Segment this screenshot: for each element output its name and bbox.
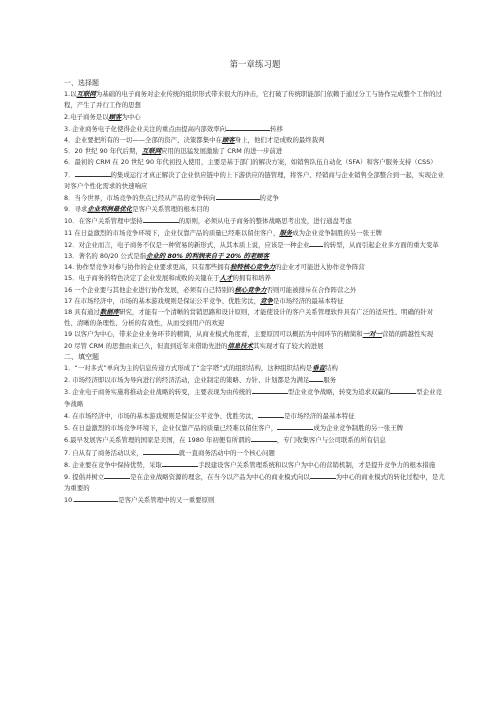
question-14: 14. 协作型竞争对参与协作的企业要求更高，只有那些拥有独特核心竞争力的企业才可能进入协作竞争阵营 <box>64 263 365 272</box>
fill-question-6: 6.最早发展客户关系管理的国家是美国，在 1980 年初便有所谓的 ，专门收集客户与公司联系的所有信息 <box>64 436 386 445</box>
blank-line <box>258 410 284 418</box>
question-16: 16 一个企业要与其他企业进行协作发展，必须有自己特别的核心竞争力否则可能被排斥在合作阵营之外 <box>64 285 357 294</box>
fill-question-10: 10. 是客户关系管理中的又一重要原则 <box>64 496 215 505</box>
blank-line <box>251 434 277 442</box>
question-1: 1.以互联网为基础的电子商务对企业传统的组织形式带来很大的冲击，它打破了传统职能部门依赖于通过分工与协作完成整个工作的过程，产生了并行工作的思想 <box>64 90 442 110</box>
fill-question-4: 4. 在市场经济中，市场的基本游戏规则是保证公平竞争、优胜劣汰， 是市场经济的最基本特征 <box>64 411 355 420</box>
answer: 核心竞争力 <box>234 285 267 294</box>
question-2: 2.电子商务是以顾客为中心 <box>64 112 141 121</box>
question-12: 12．对企业而言，电子商务不仅是一种贸易的新形式，从其本质上说，应该是一种企业 的转型，从而引起企业多方面的重大变革 <box>64 240 439 249</box>
answer: 一对一 <box>362 330 382 339</box>
answer: 互联网 <box>76 90 96 99</box>
question-20: 20 尽管 CRM 的思想由来已久，但直到近年来借助先进的信息技术其实现才有了较大的进展 <box>64 341 324 350</box>
blank-line <box>162 459 198 467</box>
fill-question-9: 9. 提倡并树立 是在企业战略资源的理念，在当今以产品为中心的商业模式向以 为中心的商业模式的转化过程中，是尤为重要的 <box>64 472 445 493</box>
question-13: 13．著名的 80/20 公式是指企业的 80% 的利润来自于 20% 的老顾客 <box>64 252 270 261</box>
question-10: 10．在客户关系管理中坚持 的原则，必须从电子商务的整体战略思考出发，进行通盘考虑 <box>64 217 352 226</box>
blank-line <box>143 447 179 455</box>
answer: 竞争 <box>260 296 273 305</box>
answer: 服务 <box>279 228 293 237</box>
blank-line <box>216 192 260 200</box>
answer: 顾客 <box>221 136 235 145</box>
answer: 信息技术 <box>227 341 254 350</box>
blank-line <box>104 471 130 479</box>
answer: 垂直 <box>312 364 326 373</box>
fill-question-7: 7. 自从有了商务活动以来， 就一直商务活动中的一个核心问题 <box>64 448 275 457</box>
blank-line <box>309 374 323 382</box>
blank-line <box>75 169 111 177</box>
fill-question-2: 2. 市场经济即以市场为导向进行的经济活动，企业制定的策略、方针、计划都是为满足 服务 <box>64 376 337 385</box>
blank-line <box>143 215 179 223</box>
question-9: 9．寻求企业利润最优化是客户关系管理的根本目的 <box>64 205 210 214</box>
blank-line <box>277 422 313 430</box>
section-heading-fill: 二、填空题 <box>64 352 99 361</box>
blank-line <box>310 471 336 479</box>
question-19: 19 以客户为中心，带来企业业务环节的精简，从商业模式角度看，主要原因可以概括为中间环节的精简和一对一营销的跨越性实现 <box>64 330 434 339</box>
question-15: 15．电子商务的特色决定了企业发展和成败的关键在于人才的拥有和培养 <box>64 274 271 283</box>
blank-line <box>309 239 323 247</box>
fill-question-5: 5. 在日益激烈的市场竞争环境下，企业仅靠产品的质量已经难以留住客户， 成为企业竞争制胜的另一张王牌 <box>64 424 404 433</box>
answer: 互联网 <box>141 147 162 156</box>
answer: 企业的 80% 的利润来自于 20% 的老顾客 <box>146 252 270 261</box>
page-title: 第一章练习题 <box>229 60 281 70</box>
answer: 独特核心竞争力 <box>230 263 276 272</box>
question-5: 5．20 世纪 90 年代后期，互联网应用的迅猛发展激励了 CRM 的进一步前进 <box>64 147 283 156</box>
answer: 顾客 <box>108 112 122 121</box>
blank-line <box>74 494 118 502</box>
blank-line <box>226 123 270 131</box>
question-17: 17 在市场经济中，市场的基本游戏规则是保证公平竞争、优胜劣汰，竞争是市场经济的最基本特征 <box>64 296 344 305</box>
question-4: 4．企业要把所有的一切——全部的资产、决策都集中在顾客身上，他们才是成败的最终裁判 <box>64 136 325 145</box>
answer: 企业利润最优化 <box>87 205 133 214</box>
question-7: 7． 的集成运行才真正解决了企业供应链中的上下游供应的链管理，将客户、经销商与企业销售全部整合到一起，实现企业对客户个性化需求的快速响应 <box>64 170 444 190</box>
answer: 数据库 <box>99 308 120 317</box>
blank-line <box>252 386 288 394</box>
question-11: 11 在日益激烈的市场竞争环境下，企业仅靠产品的质量已经难以留住客户，服务成为企业竞争制胜的另一张王牌 <box>64 228 382 237</box>
section-heading-choice: 一、选择题 <box>64 79 99 87</box>
answer: 人才 <box>219 274 233 283</box>
question-6: 6．最初的 CRM 在 20 世纪 90 年代初投入使用，主要是基于部门的解决方案，如销售队伍自动化（SFA）和客户服务支持（CSS） <box>64 158 437 167</box>
fill-question-3: 3. 企业电子商务实施将推动企业战略的转变，主要表现为由传统的 型企业竞争战略，转变为追求双赢的 型企业竞争战略 <box>64 388 442 408</box>
fill-question-1: 1．“一对多式”单向为主的信息传递方式形成了“金字塔”式的组织结构，这种组织结构是垂直结构 <box>64 364 338 373</box>
question-8: 8．当今世界，市场竞争的焦点已经从产品的竞争转向 的竞争 <box>64 194 279 203</box>
blank-line <box>390 386 416 394</box>
fill-question-8: 8. 企业要在竞争中保持优势，采取 手段建设客户关系管理系统和以客户为中心的营销机制，才是提升竞争力的根本措施 <box>64 460 436 469</box>
question-3: 3. 企业商务电子化使得企业关注的重点由提高内部效率向 转移 <box>64 124 283 133</box>
question-18: 18 具有通过数据库研究，才能有一个清晰的営销思路和设计原则，才能使设计的客户关系管理软件具有广泛的适应性、明确的针对性、清晰的条理性、分析的有效性，从而受到用户的欢迎 <box>64 308 434 328</box>
